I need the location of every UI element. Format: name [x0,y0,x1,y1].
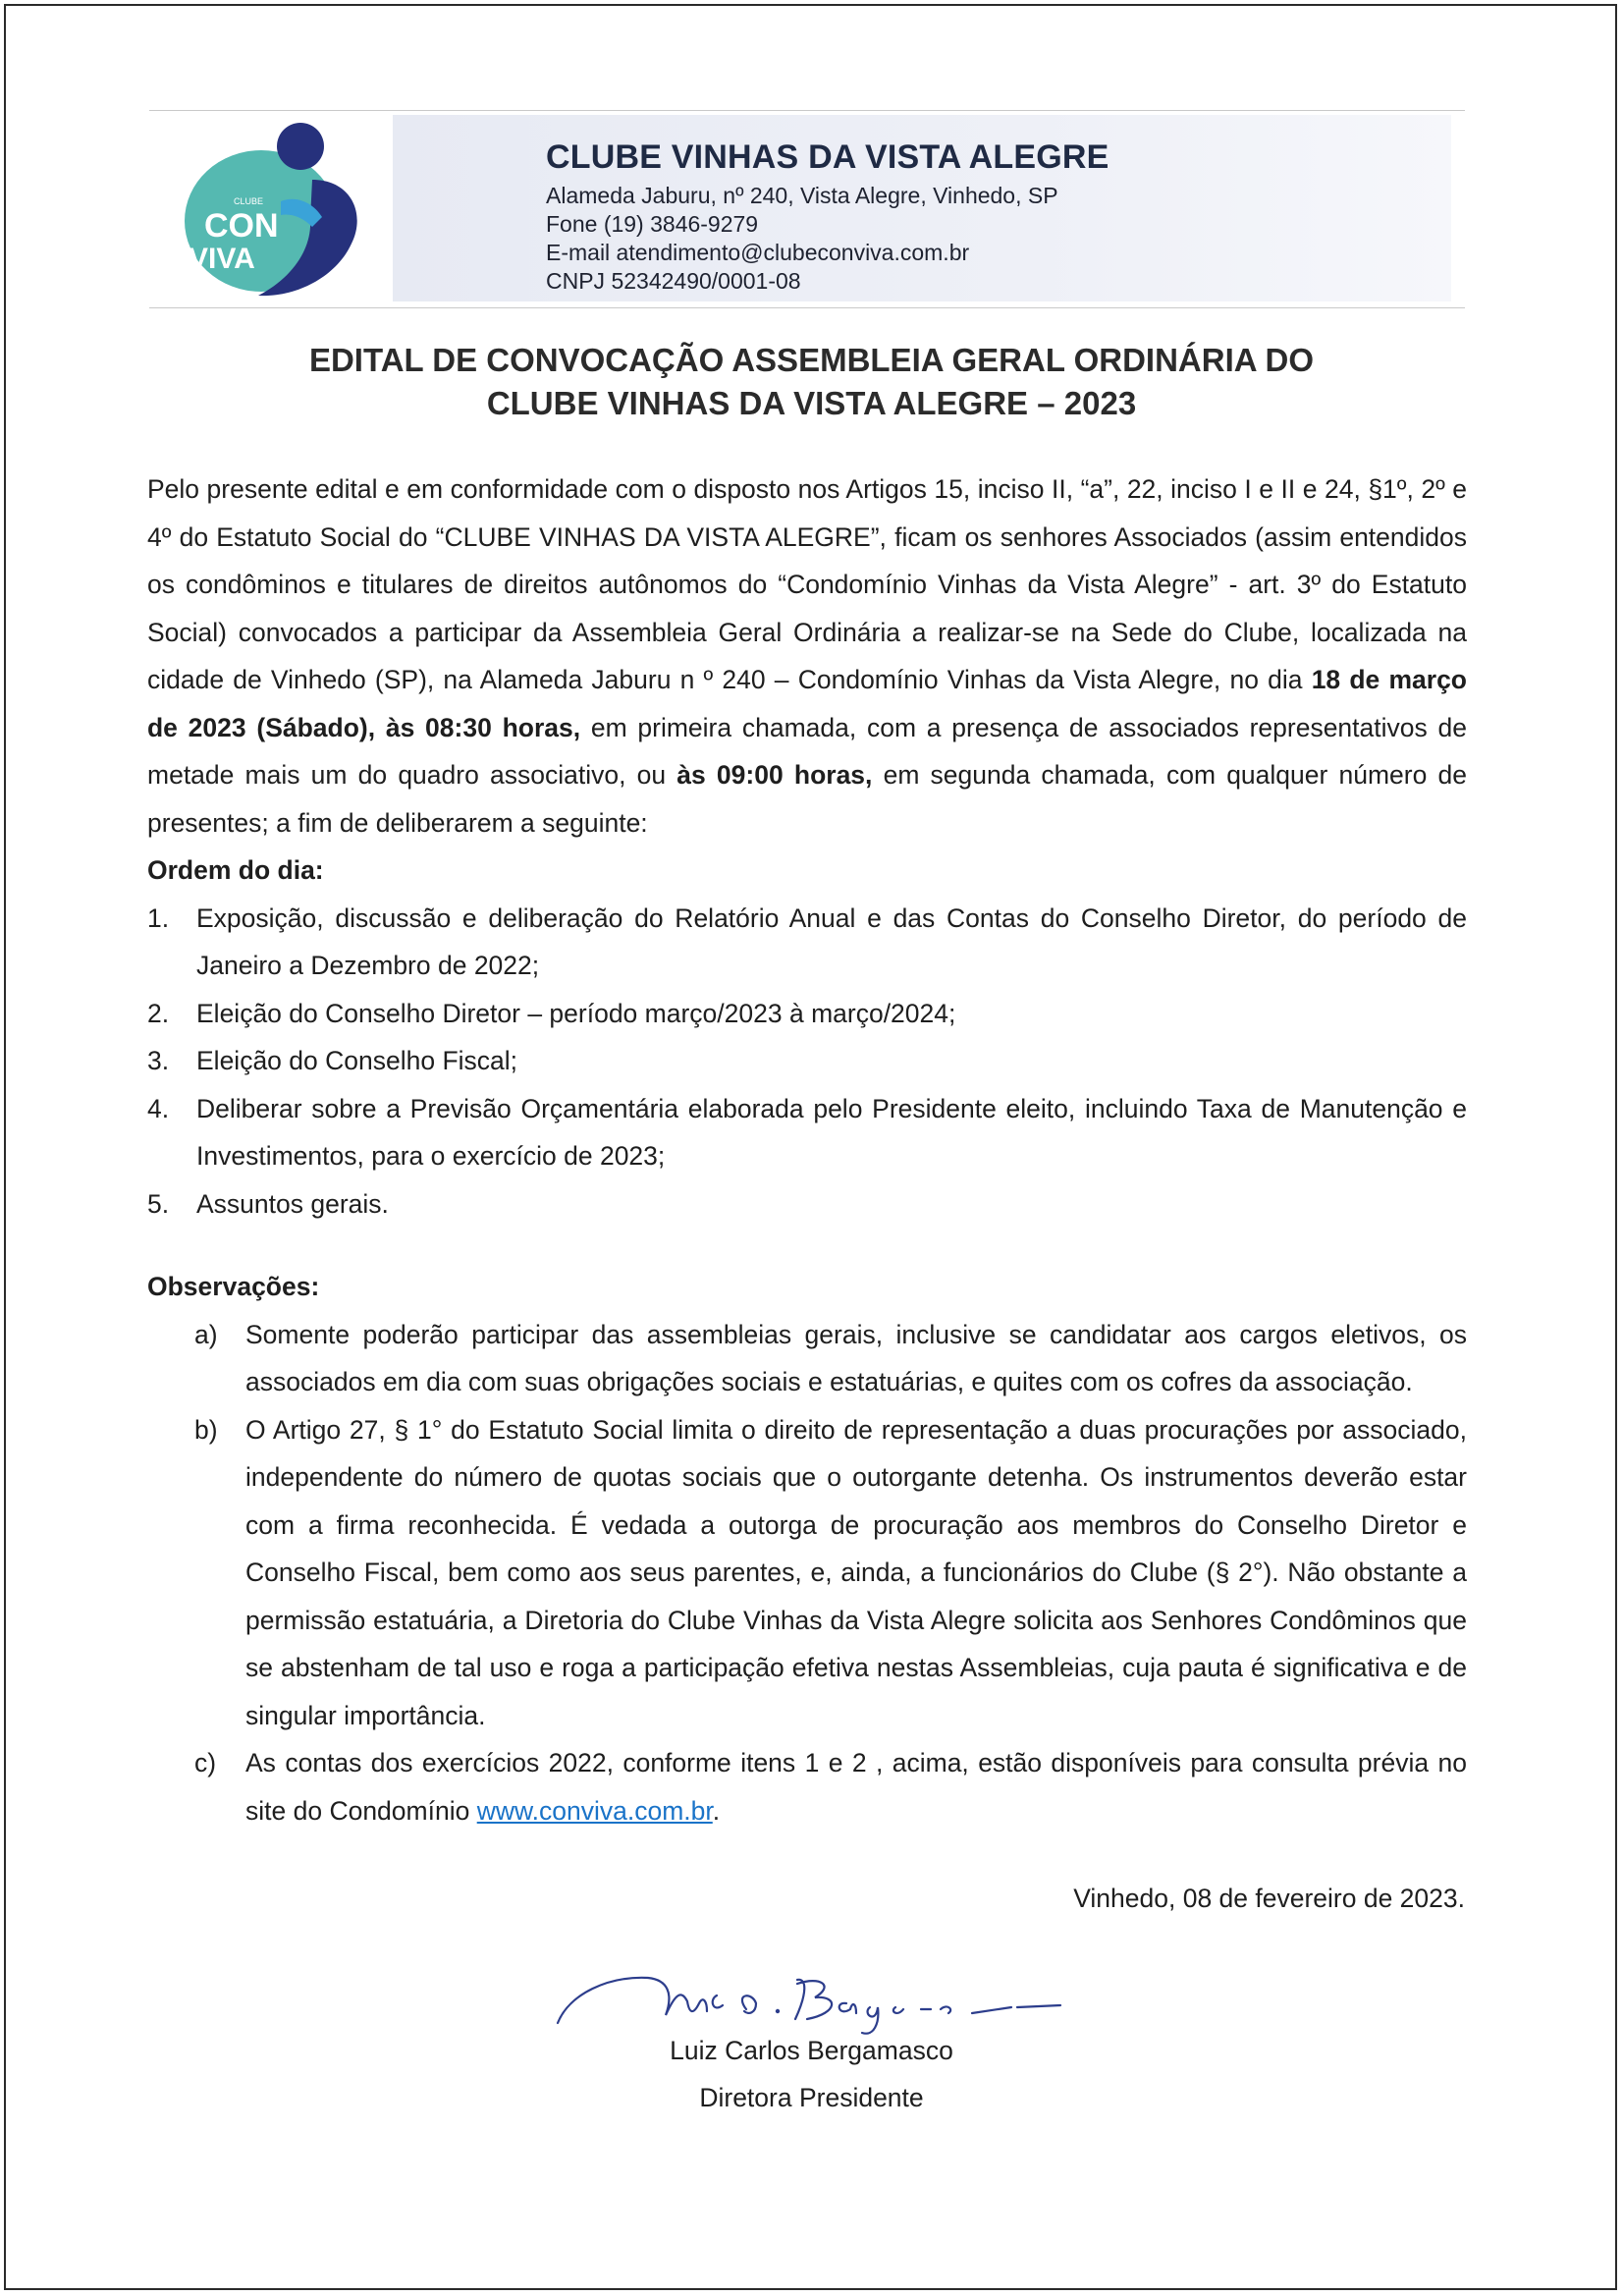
signer-role: Diretora Presidente [699,2083,924,2112]
item-text: Somente poderão participar das assembleias gerais, inclusive se candidatar aos cargos eletivos, os associados em dia com suas obrigações sociais e estatuárias, e quites com os cofres da associação. [245,1319,1467,1396]
conviva-logo [165,111,381,303]
organization-name: CLUBE VINHAS DA VISTA ALEGRE [546,138,1109,176]
item-number: 3. [147,1046,170,1075]
list-item [147,1085,1467,1180]
item-text: Deliberar sobre a Previsão Orçamentária elaborada pelo Presidente eleito, incluindo Taxa de Manutenção e Investimentos, para o exercício de 2023; [196,1093,1467,1171]
organization-cnpj: CNPJ 52342490/0001-08 [546,268,801,294]
order-list [147,895,1467,1229]
organization-address: Alameda Jaburu, nº 240, Vista Alegre, Vinhedo, SP [546,183,1058,208]
item-text: Eleição do Conselho Fiscal; [196,1046,518,1075]
list-item [147,1311,1467,1406]
logo-text-viva: VIVA [189,243,255,275]
item-text: O Artigo 27, § 1° do Estatuto Social limita o direito de representação a duas procurações por associado, independente do número de quotas sociais que o outorgante detenha. Os instrumentos deverão estar com a firma reconhecida. É vedada a outorga de procuração aos membros do Conselho Diretor e Conselho Fiscal, bem como aos seus parentes, e, ainda, a funcionários do Clube (§ 2°). Não obstante a permissão estatuária, a Diretoria do Clube Vinhas da Vista Alegre solicita aos Senhores Condôminos que se abstenham de tal uso e roga a participação efetiva nestas Assembleias, cuja pauta é significativa e de singular importância. [245,1414,1467,1730]
order-heading: Ordem do dia: [147,855,324,885]
item-number: 5. [147,1188,170,1219]
intro-text-b: em primeira chamada, com a presença de associados representativos de metade mais um do quadro associativo, ou [147,712,1467,790]
organization-info [546,140,1109,296]
logo-small-text: CLUBE [234,196,264,206]
document-title [0,339,1623,425]
item-number: 4. [147,1093,170,1123]
item-number: 1. [147,902,170,933]
item-text: Eleição do Conselho Diretor – período março/2023 à março/2024; [196,998,956,1028]
logo-text-con: CON [204,207,279,245]
item-text: Exposição, discussão e deliberação do Relatório Anual e das Contas do Conselho Diretor, do período de Janeiro a Dezembro de 2022; [196,902,1467,980]
title-line-2: CLUBE VINHAS DA VISTA ALEGRE – 2023 [486,385,1137,421]
observations-list [147,1311,1467,1835]
list-item [147,990,1467,1038]
intro-bold-date: 18 de março de 2023 (Sábado), às 08:30 horas, [147,665,1467,742]
letterhead [149,110,1465,308]
item-number: 2. [147,998,170,1028]
organization-phone: Fone (19) 3846-9279 [546,211,759,237]
observations-heading: Observações: [147,1272,320,1301]
list-item [147,1406,1467,1740]
item-letter: a) [194,1319,218,1349]
list-item [147,1739,1467,1834]
intro-text-c: em segunda chamada, com qualquer número de presentes; a fim de deliberarem a seguinte: [147,760,1468,838]
signer-block [0,2027,1623,2121]
intro-bold-time: às 09:00 horas, [676,760,873,790]
intro-text-a: Pelo presente edital e em conformidade com o disposto nos Artigos 15, inciso II, “a”, 22, inciso I e II e 24, §1º, 2º e 4º do Estatuto Social do “CLUBE VINHAS DA VISTA ALEGRE”, ficam os senhores Associados (assim entendidos os condôminos e titulares de direitos autônomos do “Condomínio Vinhas da Vista Alegre” - art. 3º do Estatuto Social) convocados a participar da Assembleia Geral Ordinária a realizar-se na Sede do Clube, localizada na cidade de Vinhedo (SP), na Alameda Jaburu n º 240 – Condomínio Vinhas da Vista Alegre, no dia [147,474,1467,694]
item-text: Assuntos gerais. [196,1188,389,1219]
website-link[interactable]: www.conviva.com.br [476,1795,713,1826]
date-line: Vinhedo, 08 de fevereiro de 2023. [1073,1884,1465,1913]
signer-name: Luiz Carlos Bergamasco [670,2036,953,2065]
document-body [147,465,1467,1834]
item-letter: b) [194,1414,218,1445]
organization-email: E-mail atendimento@clubeconviva.com.br [546,240,970,265]
title-line-1: EDITAL DE CONVOCAÇÃO ASSEMBLEIA GERAL ORDINÁRIA DO [308,342,1315,378]
list-item [147,895,1467,990]
item-letter: c) [194,1748,217,1777]
intro-paragraph [147,465,1467,847]
item-text: As contas dos exercícios 2022, conforme itens 1 e 2 , acima, estão disponíveis para consulta prévia no site do Condomínio [245,1748,1467,1826]
list-item [147,1180,1467,1229]
list-item [147,1037,1467,1085]
item-text-end: . [712,1795,721,1826]
